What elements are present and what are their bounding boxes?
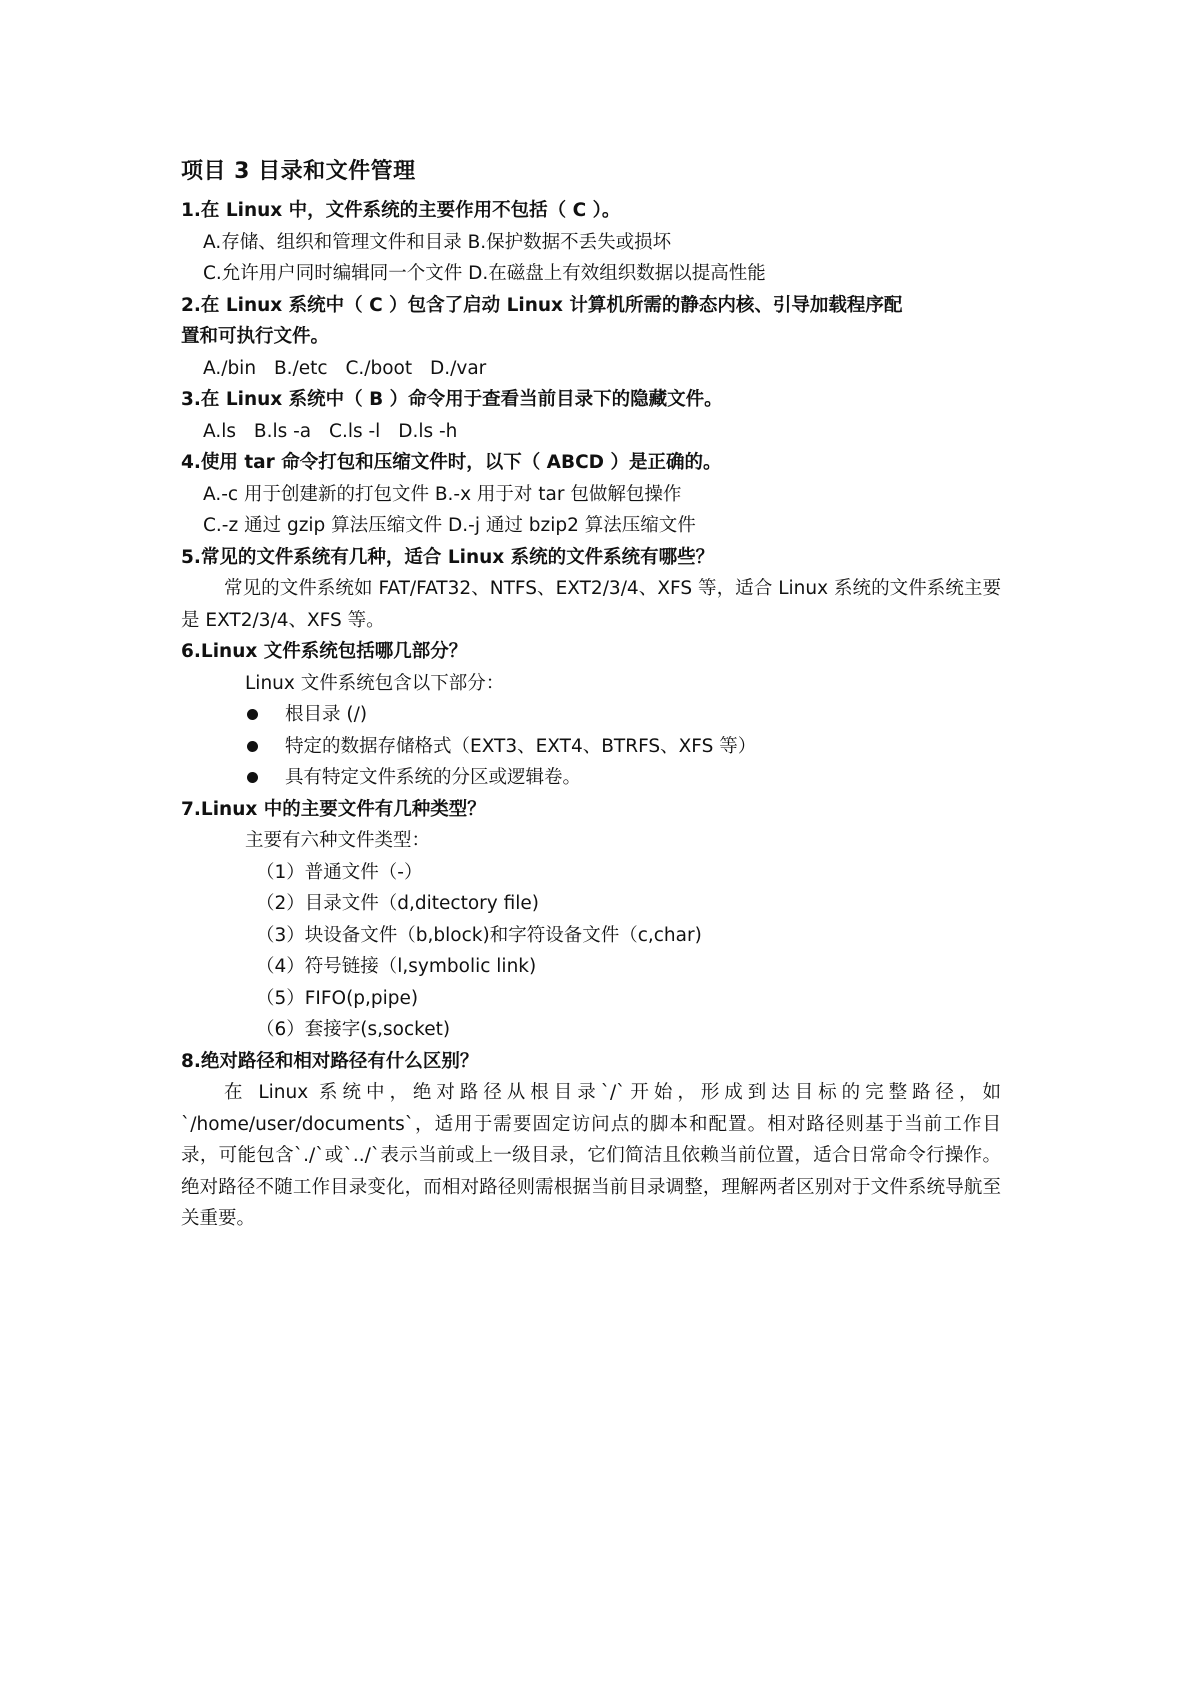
question-6-intro: Linux 文件系统包含以下部分： — [245, 672, 505, 694]
question-2-option-b: B./etc — [273, 357, 328, 379]
list-item: （3）块设备文件（b,block)和字符设备文件（c,char) — [256, 924, 702, 946]
list-item — [181, 762, 1001, 794]
question-5: 5.常见的文件系统有几种，适合 Linux 系统的文件系统有哪些？ — [181, 546, 715, 568]
question-3-option-d: D.ls -h — [398, 420, 458, 442]
question-2-option-a: A./bin — [203, 357, 257, 379]
question-3-option-c: C.ls -l — [329, 420, 381, 442]
list-item: （2）目录文件（d,ditectory file) — [256, 893, 539, 914]
bullet-icon — [247, 741, 258, 752]
question-2-line-2: 置和可执行文件。 — [181, 326, 330, 347]
question-3: 3.在 Linux 系统中（ B ）命令用于查看当前目录下的隐藏文件。 — [181, 389, 723, 410]
list-item: （5）FIFO(p,pipe) — [256, 987, 419, 1009]
question-1-options-row-2: C.允许用户同时编辑同一个文件 D.在磁盘上有效组织数据以提高性能 — [203, 263, 766, 284]
question-5-answer: 常见的文件系统如 FAT/FAT32、NTFS、EXT2/3/4、XFS 等，适合 Linux 系统的文件系统主要是 EXT2/3/4、XFS 等。 — [181, 578, 1001, 631]
list-item — [181, 699, 1001, 731]
question-1: 1.在 Linux 中，文件系统的主要作用不包括（ C ）。 — [181, 200, 621, 221]
question-3-option-b: B.ls -a — [253, 420, 312, 442]
question-1-options-row-1: A.存储、组织和管理文件和目录 B.保护数据不丢失或损坏 — [203, 231, 672, 253]
list-item: （6）套接字(s,socket) — [256, 1019, 451, 1040]
question-2-line-1: 2.在 Linux 系统中（ C ）包含了启动 Linux 计算机所需的静态内核、引导加载程序配 — [181, 294, 903, 316]
question-2-option-d: D./var — [430, 357, 487, 379]
question-4: 4.使用 tar 命令打包和压缩文件时，以下（ ABCD ）是正确的。 — [181, 452, 722, 473]
question-6: 6.Linux 文件系统包括哪几部分？ — [181, 641, 468, 662]
question-7-intro: 主要有六种文件类型： — [245, 830, 431, 851]
question-8: 8.绝对路径和相对路径有什么区别？ — [181, 1050, 479, 1072]
question-4-options-row-1: A.-c 用于创建新的打包文件 B.-x 用于对 tar 包做解包操作 — [203, 483, 682, 505]
question-2-options — [181, 353, 1001, 385]
bullet-icon — [247, 709, 258, 720]
question-7: 7.Linux 中的主要文件有几种类型？ — [181, 798, 486, 820]
list-item: （4）符号链接（l,symbolic link) — [256, 956, 537, 977]
bullet-text: 特定的数据存储格式（EXT3、EXT4、BTRFS、XFS 等） — [285, 735, 757, 757]
question-8-answer: 在 Linux 系统中，绝对路径从根目录`/`开始，形成到达目标的完整路径，如`/home/user/documents`，适用于需要固定访问点的脚本和配置。相对路径则基于当前工作目录，可能包含`./`或`../`表示当前或上一级目录，它们简洁且依赖当前位置，适合日常命令行操作。绝对路径不随工作目录变化，而相对路径则需根据当前目录调整，理解两者区别对于文件系统导航至关重要。 — [181, 1082, 1001, 1229]
question-3-options — [181, 416, 1001, 448]
page-title: 项目 3 目录和文件管理 — [181, 159, 416, 184]
bullet-text: 根目录 (/) — [285, 704, 368, 725]
bullet-text: 具有特定文件系统的分区或逻辑卷。 — [285, 767, 582, 788]
question-4-options-row-2: C.-z 通过 gzip 算法压缩文件 D.-j 通过 bzip2 算法压缩文件 — [203, 515, 696, 536]
bullet-icon — [247, 772, 258, 783]
list-item: （1）普通文件（-） — [256, 861, 423, 883]
document-content — [181, 155, 1001, 1235]
question-2-option-c: C./boot — [345, 357, 413, 379]
question-3-option-a: A.ls — [203, 420, 236, 442]
list-item — [181, 731, 1001, 763]
